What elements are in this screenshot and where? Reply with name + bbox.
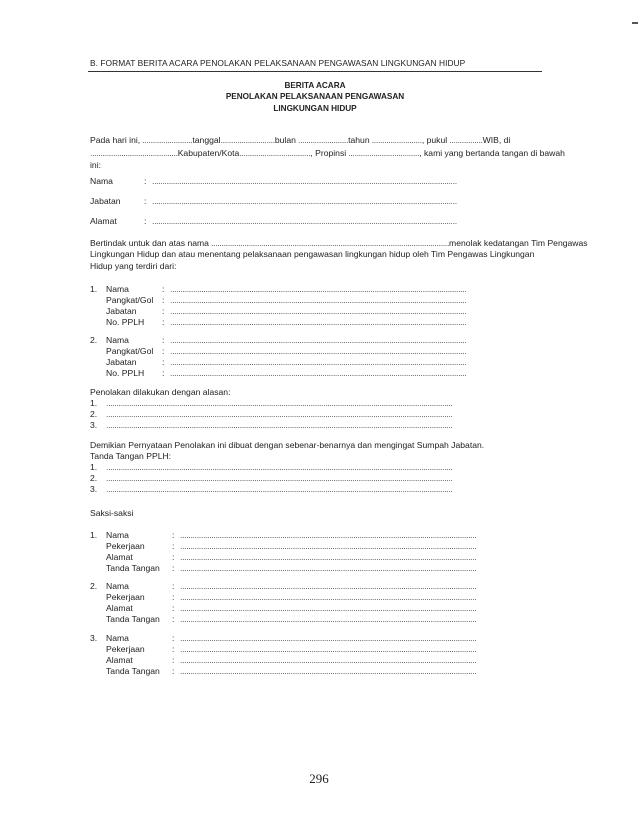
alasan-number-1: 1. — [90, 398, 98, 408]
saksi-1-pekerjaan — [106, 541, 477, 551]
colon: : — [172, 633, 175, 643]
label-ini: ini: — [90, 160, 101, 171]
label-saksi-alamat: Alamat — [106, 552, 133, 562]
colon: : — [172, 552, 175, 562]
colon: : — [172, 603, 175, 613]
blank-atas-nama[interactable]: .................................................................................................................. — [208, 238, 450, 248]
label-propinsi: , Propinsi — [310, 147, 347, 158]
document-title — [195, 80, 435, 114]
label-saksi-ttd: Tanda Tangan — [106, 563, 160, 573]
team-1-pangkat-blank[interactable]: .............................................................................................................................................. — [170, 295, 467, 305]
label-kabupaten: Kabupaten/Kota — [177, 147, 240, 158]
alasan-blank-2[interactable]: ...................................................................................................................................................................... — [106, 409, 453, 419]
colon: : — [162, 357, 165, 367]
label-pukul: , pukul — [421, 135, 448, 145]
jabatan-blank[interactable]: .................................................................................................................................................. — [152, 196, 457, 206]
colon: : — [172, 581, 175, 591]
team-2-pangkat — [106, 346, 467, 356]
ttd-pplh-blank-1[interactable]: ...................................................................................................................................................................... — [106, 462, 453, 472]
saksi-3-pekerjaan-blank[interactable]: .............................................................................................................................................. — [180, 644, 477, 654]
label-saksi-alamat: Alamat — [106, 655, 133, 665]
team-2-nama — [90, 335, 467, 345]
title-line-3: LINGKUNGAN HIDUP — [273, 103, 357, 113]
label-team-pangkat: Pangkat/Gol — [106, 346, 154, 356]
saksi-3-nama — [90, 633, 477, 643]
title-line-1: BERITA ACARA — [284, 81, 346, 90]
label-wib-di: WIB, di — [482, 135, 511, 145]
colon: : — [172, 644, 175, 654]
saksi-1-nama-blank[interactable]: .............................................................................................................................................. — [180, 530, 477, 540]
blank-pukul[interactable]: ................ — [447, 135, 483, 145]
label-team-pplh: No. PPLH — [106, 368, 145, 378]
label-nama: Nama — [90, 176, 113, 186]
colon: : — [172, 563, 175, 573]
label-kami-yang: , kami yang bertanda tangan di bawah — [419, 147, 565, 158]
saksi-2-nama-blank[interactable]: .............................................................................................................................................. — [180, 581, 477, 591]
blank-propinsi[interactable]: .................................. — [346, 147, 420, 158]
team-2-nama-blank[interactable]: .............................................................................................................................................. — [170, 335, 467, 345]
saksi-1-ttd-blank[interactable]: .............................................................................................................................................. — [180, 563, 477, 573]
saksi-1-nama — [90, 530, 477, 540]
demikian-statement: Demikian Pernyataan Penolakan ini dibuat dengan sebenar-benarnya dan mengingat Sumpah Jabatan. — [90, 440, 485, 450]
alasan-item-1 — [90, 398, 453, 408]
label-saksi-nama: Nama — [106, 530, 129, 540]
label-saksi-pekerjaan: Pekerjaan — [106, 644, 145, 654]
saksi-2-alamat — [106, 603, 477, 613]
label-team-pplh: No. PPLH — [106, 317, 145, 327]
label-saksi-nama: Nama — [106, 581, 129, 591]
saksi-3-number: 3. — [90, 633, 98, 643]
bertindak-line-1 — [90, 238, 588, 249]
team-2-pangkat-blank[interactable]: .............................................................................................................................................. — [170, 346, 467, 356]
colon: : — [162, 346, 165, 356]
team-1-number: 1. — [90, 284, 98, 294]
saksi-1-number: 1. — [90, 530, 98, 540]
bertindak-part-2: menolak kedatangan Tim Pengawas — [449, 238, 588, 248]
label-saksi-pekerjaan: Pekerjaan — [106, 592, 145, 602]
team-1-nama — [90, 284, 467, 294]
label-saksi-pekerjaan: Pekerjaan — [106, 541, 145, 551]
team-1-pplh-blank[interactable]: .............................................................................................................................................. — [170, 317, 467, 327]
label-tahun: tahun — [348, 135, 370, 145]
alasan-number-3: 3. — [90, 420, 98, 430]
alasan-blank-3[interactable]: ...................................................................................................................................................................... — [106, 420, 453, 430]
label-saksi-ttd: Tanda Tangan — [106, 614, 160, 624]
colon: : — [172, 541, 175, 551]
alasan-item-2 — [90, 409, 453, 419]
saksi-3-alamat — [106, 655, 477, 665]
ttd-pplh-number-2: 2. — [90, 473, 98, 483]
saksi-3-nama-blank[interactable]: .............................................................................................................................................. — [180, 633, 477, 643]
label-team-pangkat: Pangkat/Gol — [106, 295, 154, 305]
team-2-number: 2. — [90, 335, 98, 345]
label-pada-hari-ini: Pada hari ini, — [90, 135, 141, 145]
blank-lokasi[interactable]: .......................................... — [90, 147, 178, 158]
intro-line-1 — [90, 134, 542, 147]
saksi-2-alamat-blank[interactable]: .............................................................................................................................................. — [180, 603, 477, 613]
field-nama — [90, 176, 457, 186]
team-2-jabatan — [106, 357, 467, 367]
heading-rule — [88, 71, 542, 72]
tanda-tangan-pplh-heading: Tanda Tangan PPLH: — [90, 451, 172, 461]
saksi-3-alamat-blank[interactable]: .............................................................................................................................................. — [180, 655, 477, 665]
label-bulan: bulan — [274, 135, 296, 145]
colon: : — [162, 368, 165, 378]
colon: : — [172, 592, 175, 602]
label-team-jabatan: Jabatan — [106, 306, 137, 316]
ttd-pplh-number-3: 3. — [90, 484, 98, 494]
label-jabatan: Jabatan — [90, 196, 121, 206]
ttd-pplh-number-1: 1. — [90, 462, 98, 472]
blank-hari[interactable]: ........................ — [140, 135, 193, 145]
alamat-blank[interactable]: .................................................................................................................................................. — [152, 216, 457, 226]
ttd-pplh-blank-2[interactable]: ...................................................................................................................................................................... — [106, 473, 453, 483]
section-heading: B. FORMAT BERITA ACARA PENOLAKAN PELAKSANAAN PENGAWASAN LINGKUNGAN HIDUP — [90, 58, 466, 68]
label-tanggal: tanggal — [192, 135, 221, 145]
bertindak-paragraph — [90, 238, 588, 272]
saksi-3-ttd-blank[interactable]: .............................................................................................................................................. — [180, 666, 477, 676]
colon: : — [162, 295, 165, 305]
saksi-1-alamat — [106, 552, 477, 562]
alasan-heading: Penolakan dilakukan dengan alasan: — [90, 387, 231, 397]
blank-bulan[interactable]: ........................ — [295, 135, 349, 145]
field-alamat — [90, 216, 457, 226]
blank-kabupaten[interactable]: .................................. — [239, 147, 311, 158]
ttd-pplh-item-2 — [90, 473, 453, 483]
saksi-3-ttd — [106, 666, 477, 676]
label-saksi-ttd: Tanda Tangan — [106, 666, 160, 676]
saksi-1-alamat-blank[interactable]: .............................................................................................................................................. — [180, 552, 477, 562]
colon: : — [144, 196, 147, 206]
team-1-pplh — [106, 317, 467, 327]
ttd-pplh-blank-3[interactable]: ...................................................................................................................................................................... — [106, 484, 453, 494]
label-team-jabatan: Jabatan — [106, 357, 137, 367]
saksi-2-pekerjaan — [106, 592, 477, 602]
colon: : — [162, 317, 165, 327]
intro-line-3 — [90, 159, 542, 172]
colon: : — [162, 306, 165, 316]
saksi-3-pekerjaan — [106, 644, 477, 654]
team-1-pangkat — [106, 295, 467, 305]
saksi-1-ttd — [106, 563, 477, 573]
team-1-jabatan — [106, 306, 467, 316]
blank-tanggal[interactable]: .......................... — [220, 135, 275, 145]
ttd-pplh-item-3 — [90, 484, 453, 494]
saksi-2-number: 2. — [90, 581, 98, 591]
saksi-2-nama — [90, 581, 477, 591]
page-number: 296 — [309, 771, 329, 786]
team-1-jabatan-blank[interactable]: .............................................................................................................................................. — [170, 306, 467, 316]
label-saksi-alamat: Alamat — [106, 603, 133, 613]
label-team-nama: Nama — [106, 284, 129, 294]
bertindak-line-2: Lingkungan Hidup dan atau menentang pelaksanaan pengawasan lingkungan hidup oleh Tim Pengawas Lingkungan — [90, 249, 535, 260]
saksi-2-pekerjaan-blank[interactable]: .............................................................................................................................................. — [180, 592, 477, 602]
saksi-heading: Saksi-saksi — [90, 508, 134, 518]
alasan-blank-1[interactable]: ...................................................................................................................................................................... — [106, 398, 453, 408]
colon: : — [172, 666, 175, 676]
saksi-2-ttd — [106, 614, 477, 624]
label-team-nama: Nama — [106, 335, 129, 345]
team-2-pplh — [106, 368, 467, 378]
colon: : — [162, 284, 165, 294]
team-2-pplh-blank[interactable]: .............................................................................................................................................. — [170, 368, 467, 378]
colon: : — [144, 176, 147, 186]
scan-edge-mark — [632, 22, 638, 24]
label-saksi-nama: Nama — [106, 633, 129, 643]
colon: : — [162, 335, 165, 345]
field-jabatan — [90, 196, 457, 206]
alasan-item-3 — [90, 420, 453, 430]
label-alamat: Alamat — [90, 216, 117, 226]
blank-tahun[interactable]: ........................ — [369, 135, 422, 145]
bertindak-part-1: Bertindak untuk dan atas nama — [90, 238, 209, 248]
saksi-2-ttd-blank[interactable]: .............................................................................................................................................. — [180, 614, 477, 624]
bertindak-line-3: Hidup yang terdiri dari: — [90, 260, 177, 271]
team-1-nama-blank[interactable]: .............................................................................................................................................. — [170, 284, 467, 294]
saksi-1-pekerjaan-blank[interactable]: .............................................................................................................................................. — [180, 541, 477, 551]
intro-paragraph — [90, 134, 565, 172]
colon: : — [144, 216, 147, 226]
colon: : — [172, 655, 175, 665]
title-line-2: PENOLAKAN PELAKSANAAN PENGAWASAN — [225, 92, 405, 102]
team-2-jabatan-blank[interactable]: .............................................................................................................................................. — [170, 357, 467, 367]
ttd-pplh-item-1 — [90, 462, 453, 472]
alasan-number-2: 2. — [90, 409, 98, 419]
nama-blank[interactable]: .................................................................................................................................................. — [152, 176, 457, 186]
intro-line-2 — [90, 147, 565, 160]
colon: : — [172, 614, 175, 624]
colon: : — [172, 530, 175, 540]
